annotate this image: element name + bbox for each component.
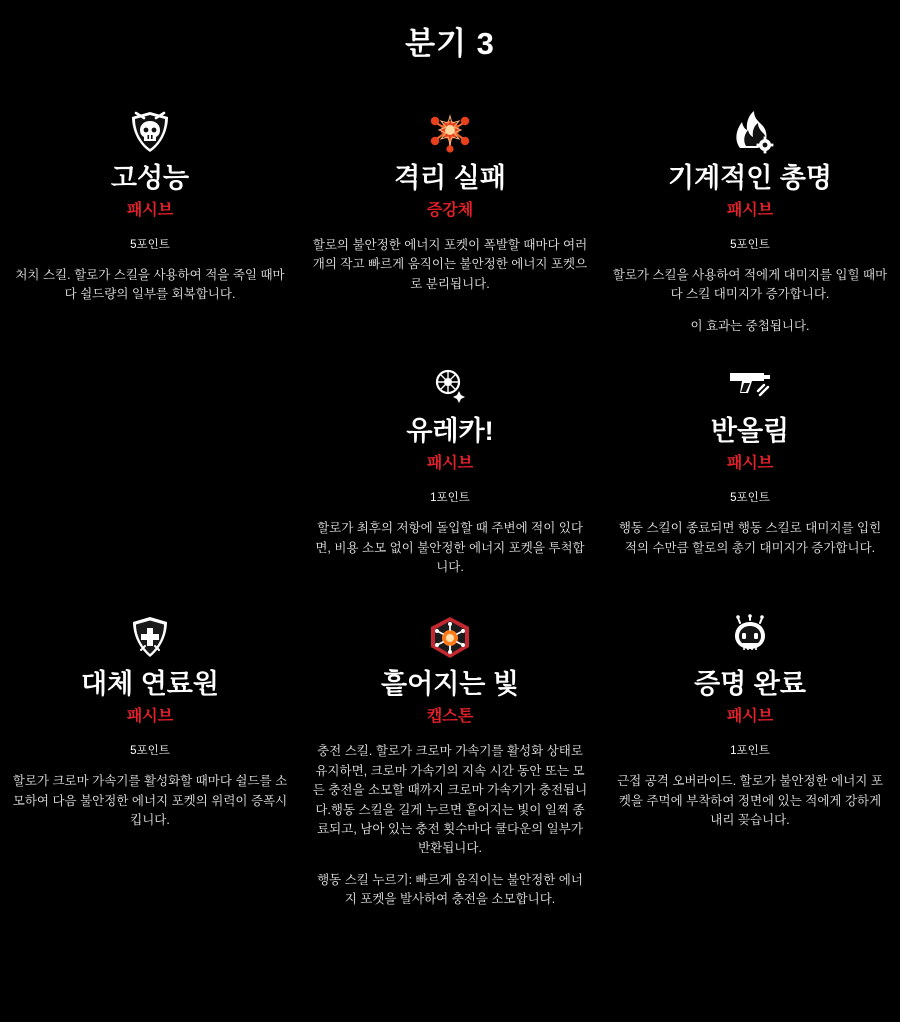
perk-type: 패시브	[426, 455, 474, 473]
perk-type: 증강체	[426, 202, 474, 220]
perk-name: 격리 실패	[394, 163, 506, 193]
perk-card-scattering-light[interactable]	[300, 611, 600, 909]
perk-description-extra: 이 효과는 중첩됩니다.	[690, 318, 810, 333]
perk-description: 처치 스킬. 할로가 스킬을 사용하여 적을 죽일 때마다 쉴드량의 일부를 회복합니다.	[15, 268, 285, 302]
robot-head-icon	[612, 611, 888, 665]
perk-cost: 5포인트	[130, 745, 170, 758]
perk-card-rounding-up[interactable]	[600, 358, 900, 558]
pistol-icon	[612, 358, 888, 412]
perk-card-containment-failure[interactable]	[300, 105, 600, 294]
perk-name: 증명 완료	[694, 669, 806, 700]
perk-name: 고성능	[110, 163, 190, 193]
perk-card-eureka[interactable]	[300, 358, 600, 577]
perk-card-mechanical-brilliance[interactable]	[600, 105, 900, 336]
perk-type: 패시브	[726, 708, 774, 726]
perk-cost: 5포인트	[130, 239, 170, 252]
perk-name: 기계적인 총명	[668, 163, 832, 193]
perk-name: 반올림	[710, 416, 790, 447]
page-title: 분기 3	[405, 26, 495, 61]
perk-description: 할로가 최후의 저항에 돌입할 때 주변에 적이 있다면, 비용 소모 없이 불안정한 에너지 포켓을 투척합니다.	[315, 521, 585, 574]
perk-cost: 1포인트	[430, 492, 470, 505]
shield-cross-icon	[12, 611, 288, 665]
energy-burst-icon	[312, 105, 588, 159]
perk-row-1	[0, 105, 900, 336]
perk-card-proven-effective[interactable]	[600, 611, 900, 830]
perk-row-2	[0, 358, 900, 577]
perk-description: 할로가 크로마 가속기를 활성화할 때마다 쉴드를 소모하여 다음 불안정한 에너지 포켓의 위력이 증폭시킵니다.	[12, 774, 288, 828]
sphere-spark-icon	[312, 358, 588, 412]
perk-description-extra: 행동 스킬 누르기: 빠르게 움직이는 불안정한 에너지 포켓을 발사하여 충전을 소모합니다.	[317, 872, 583, 907]
perk-name: 유레카!	[406, 416, 494, 447]
perk-cost: 5포인트	[730, 492, 770, 505]
perk-description: 근접 공격 오버라이드. 할로가 불안정한 에너지 포켓을 주먹에 부착하여 정면에 있는 적에게 강하게 내리 꽂습니다.	[617, 774, 883, 828]
radiant-core-icon	[312, 611, 588, 665]
skull-shield-icon	[12, 105, 288, 159]
perk-type: 패시브	[126, 202, 174, 220]
perk-description: 할로의 불안정한 에너지 포켓이 폭발할 때마다 여러 개의 작고 빠르게 움직이는 불안정한 에너지 포켓으로 분리됩니다.	[312, 238, 588, 291]
perk-type: 패시브	[126, 708, 174, 726]
flame-gear-icon	[612, 105, 888, 159]
perk-name: 흩어지는 빛	[381, 669, 519, 700]
perk-row-3	[0, 611, 900, 909]
perk-description: 충전 스킬. 할로가 크로마 가속기를 활성화 상태로 유지하면, 크로마 가속기의 지속 시간 동안 또는 모든 충전을 소모할 때까지 크로마 가속기가 충전됩니다.행동 스킬을 길게 누르면 흩어지는 빛이 일찍 종료되고, 남아 있는 충전 횟수마다 쿨다운의 일부가 반환됩니다.	[312, 744, 588, 856]
perk-description: 행동 스킬이 종료되면 행동 스킬로 대미지를 입힌 적의 수만큼 할로의 총기 대미지가 증가합니다.	[618, 521, 882, 555]
perk-type: 패시브	[726, 455, 774, 473]
perk-cost: 1포인트	[730, 745, 770, 758]
perk-type: 패시브	[726, 202, 774, 220]
perk-name: 대체 연료원	[81, 669, 219, 700]
perk-type: 캡스톤	[426, 708, 474, 726]
perk-description: 할로가 스킬을 사용하여 적에게 대미지를 입힐 때마다 스킬 대미지가 증가합니다.	[612, 268, 888, 302]
perk-cost: 5포인트	[730, 239, 770, 252]
perk-card-alternative-fuel[interactable]	[0, 611, 300, 830]
perk-card-high-performance[interactable]	[0, 105, 300, 305]
